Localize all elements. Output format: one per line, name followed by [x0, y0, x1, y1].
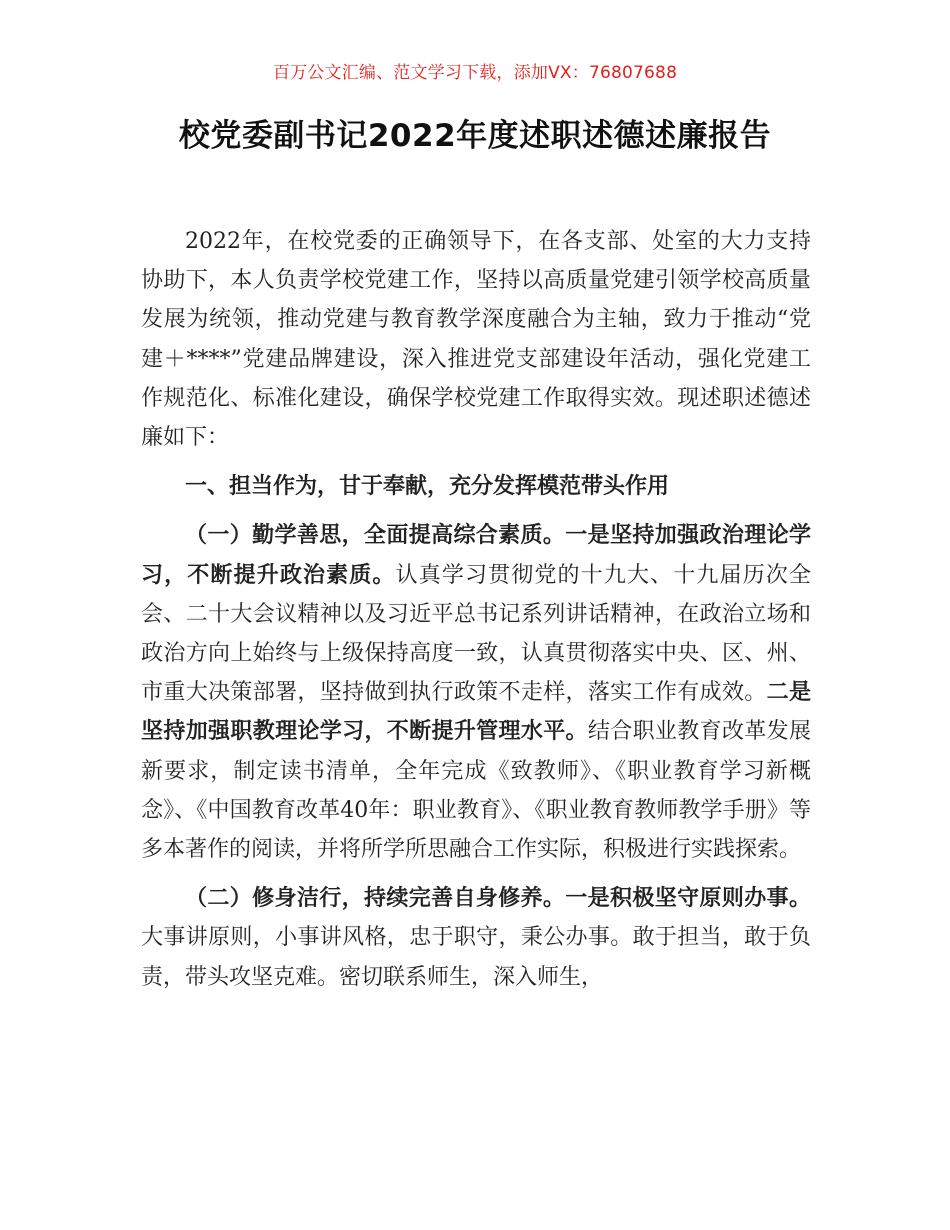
paragraph-2-text: 大事讲原则，小事讲风格，忠于职守，秉公办事。敢于担当，敢于负责，带头攻坚克难。密切联系师生，深入师生， — [141, 925, 811, 990]
section-1-heading: 一、担当作为，甘于奉献，充分发挥模范带头作用 — [185, 474, 670, 500]
paragraph-1-text: 认真学习贯彻党的十九大、十九届历次全会、二十大会议精神以及习近平总书记系列讲话精神，在政治立场和政治方向上始终与上级保持高度一致，认真贯彻落实中央、区、州、市重大决策部署，坚持做到执行政策不走样，落实工作有成效。 — [141, 562, 811, 706]
document-title: 校党委副书记2022年度述职述德述廉报告 — [178, 118, 772, 154]
paragraph-1-text-second: 结合职业教育改革发展新要求，制定读书清单，全年完成《致教师》、《职业教育学习新概念》、《中国教育改革40年：职业教育》、《职业教育教师教学手册》等多本著作的阅读，并将所学所思融合工作实际，积极进行实践探索。 — [141, 719, 811, 863]
header-watermark-note: 百万公文汇编、范文学习下载，添加VX：76807688 — [272, 63, 678, 83]
paragraph-2 — [141, 879, 811, 997]
paragraph-1-bold-lead: （一）勤学善思，全面提高综合素质。一是坚持加强政治理论学习，不断提升政治素质。 — [141, 523, 811, 588]
paragraph-2-bold-lead: （二）修身洁行，持续完善自身修养。一是积极坚守原则办事。 — [185, 886, 811, 912]
document-body — [141, 222, 811, 997]
paragraph-1-bold-second: 二是坚持加强职教理论学习，不断提升管理水平。 — [141, 680, 811, 745]
paragraph-1 — [141, 516, 811, 869]
intro-paragraph: 2022年，在校党委的正确领导下，在各支部、处室的大力支持协助下，本人负责学校党建工作，坚持以高质量党建引领学校高质量发展为统领，推动党建与教育教学深度融合为主轴，致力于推动“党建＋****”党建品牌建设，深入推进党支部建设年活动，强化党建工作规范化、标准化建设，确保学校党建工作取得实效。现述职述德述廉如下： — [141, 229, 811, 451]
